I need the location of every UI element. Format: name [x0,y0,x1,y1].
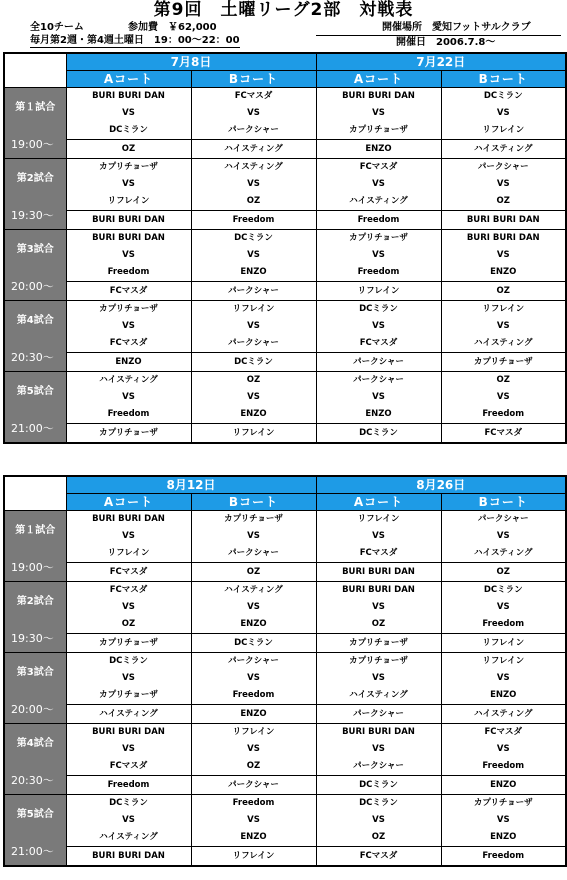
referee-team: ENZO [490,780,517,790]
home-team: FCマスダ [484,727,523,737]
referee-team: OZ [496,286,510,296]
vs-label: VS [372,602,385,612]
vs-label: VS [247,673,260,683]
home-team: ハイスティング [99,375,158,385]
home-team: BURI BURI DAN [92,514,165,524]
date-header: 7月8日 [66,53,316,71]
vs-label: VS [496,744,510,754]
match-cell [66,795,191,867]
match-slot-time: 21:00～ [11,422,54,435]
venue-info: 開催場所 愛知フットサルクラブ [382,22,531,33]
court-a-header: Aコート [66,71,191,88]
vs-label: VS [372,108,385,118]
court-b-header: Bコート [191,494,316,511]
match-cell [66,301,191,372]
vs-label: VS [247,531,260,541]
referee-team: カプリチョーザ [99,638,158,648]
vs-label: VS [372,815,385,825]
match-slot-label: 第3試合 [16,667,54,678]
away-team: パークシャー [192,122,316,140]
home-team: カプリチョーザ [473,798,533,808]
vs-label: VS [247,321,260,331]
match-cell [441,795,566,867]
away-team: パークシャー [192,335,316,353]
home-team: カプリチョーザ [99,162,158,172]
referee-team: パークシャー [228,780,279,790]
match-slot [4,582,66,653]
match-slot-time: 19:00～ [11,561,54,574]
vs-label: VS [247,108,260,118]
home-team: パークシャー [477,514,529,524]
home-team: FCマスダ [109,585,148,595]
home-team: BURI BURI DAN [342,727,415,737]
match-slot [4,230,66,301]
home-team: Freedom [232,798,275,808]
match-cell [316,88,441,159]
home-team: リフレイン [232,727,275,737]
referee-team: リフレイン [232,851,275,861]
date-header: 8月26日 [316,476,566,494]
referee-team: ハイスティング [99,709,158,719]
match-cell [441,582,566,653]
match-slot-label: 第4試合 [16,738,54,749]
away-team: OZ [317,616,441,634]
vs-label: VS [496,108,510,118]
away-team: Freedom [442,616,566,634]
home-team: DCミラン [483,91,523,101]
home-team: DCミラン [109,656,148,666]
match-cell [316,795,441,867]
home-team: BURI BURI DAN [342,91,415,101]
match-cell [66,88,191,159]
court-b-header: Bコート [441,71,566,88]
match-cell [316,372,441,444]
referee-team: OZ [121,144,136,154]
match-slot-label: 第１試合 [15,102,56,113]
match-cell [191,582,316,653]
match-slot [4,511,66,582]
match-slot-time: 20:00～ [11,280,54,293]
match-slot-time: 19:00～ [11,138,54,151]
court-b-header: Bコート [191,71,316,88]
match-slot [4,88,66,159]
vs-label: VS [496,531,510,541]
start-date-info: 開催日 2006.7.8～ [396,37,496,48]
home-team: OZ [496,375,510,385]
court-a-header: Aコート [316,494,441,511]
match-cell [316,724,441,795]
referee-team: ハイスティング [474,144,533,154]
match-cell [441,372,566,444]
away-team: ハイスティング [317,687,441,705]
match-slot-label: 第3試合 [16,244,54,255]
match-row [4,230,566,301]
match-cell [441,159,566,230]
home-team: カプリチョーザ [349,656,408,666]
vs-label: VS [496,179,510,189]
away-team: OZ [192,193,316,211]
entry-fee: 参加費 ￥62,000 [128,22,217,33]
away-team: ENZO [192,616,316,634]
away-team: OZ [67,616,191,634]
vs-label: VS [372,673,385,683]
match-slot [4,653,66,724]
match-cell [441,653,566,724]
vs-label: VS [122,179,135,189]
away-team: FCマスダ [67,335,191,353]
away-team: パークシャー [192,545,316,563]
away-team: カプリチョーザ [317,122,441,140]
match-slot [4,795,66,867]
court-a-header: Aコート [66,494,191,511]
home-team: BURI BURI DAN [342,585,415,595]
away-team: Freedom [67,406,191,424]
referee-team: BURI BURI DAN [466,215,540,225]
away-team: ハイスティング [442,335,566,353]
match-slot-label: 第１試合 [15,525,56,536]
home-team: ハイスティング [224,162,283,172]
match-cell [66,372,191,444]
away-team: FCマスダ [317,545,441,563]
home-team: リフレイン [232,304,275,314]
match-cell [441,724,566,795]
match-slot-label: 第4試合 [16,315,54,326]
home-team: FCマスダ [234,91,273,101]
vs-label: VS [247,744,260,754]
match-cell [66,653,191,724]
match-cell [316,511,441,582]
match-row [4,582,566,653]
vs-label: VS [496,321,510,331]
home-team: BURI BURI DAN [92,233,165,243]
referee-team: Freedom [357,215,400,225]
away-team: ENZO [192,264,316,282]
match-cell [191,795,316,867]
vs-label: VS [122,108,135,118]
away-team: ハイスティング [67,829,191,847]
match-slot [4,159,66,230]
match-slot-label: 第2試合 [16,596,54,607]
court-a-header: Aコート [316,71,441,88]
vs-label: VS [122,250,135,260]
vs-label: VS [372,179,385,189]
referee-team: カプリチョーザ [473,357,533,367]
home-team: BURI BURI DAN [92,727,165,737]
vs-label: VS [496,250,510,260]
match-cell [66,230,191,301]
away-team: リフレイン [67,193,191,211]
match-cell [441,511,566,582]
match-row [4,795,566,867]
match-cell [316,230,441,301]
home-team: OZ [246,375,261,385]
home-team: パークシャー [353,375,404,385]
away-team: リフレイン [67,545,191,563]
away-team: ENZO [442,687,566,705]
away-team: ENZO [192,829,316,847]
referee-team: FCマスダ [109,286,148,296]
corner-cell [4,53,66,88]
match-cell [191,301,316,372]
home-team: BURI BURI DAN [92,91,165,101]
match-cell [191,372,316,444]
referee-team: カプリチョーザ [349,638,408,648]
away-team: ハイスティング [442,545,566,563]
date-header: 8月12日 [66,476,316,494]
vs-label: VS [122,744,135,754]
vs-label: VS [496,392,510,402]
referee-team: FCマスダ [484,428,523,438]
home-team: リフレイン [357,514,400,524]
match-cell [441,230,566,301]
match-slot [4,301,66,372]
match-slot-time: 20:00～ [11,703,54,716]
home-team: DCミラン [234,233,273,243]
vs-label: VS [122,815,135,825]
match-cell [66,582,191,653]
home-team: リフレイン [482,304,525,314]
match-row [4,301,566,372]
vs-label: VS [496,673,510,683]
vs-label: VS [372,531,385,541]
referee-team: パークシャー [353,357,404,367]
referee-team: ENZO [115,357,142,367]
referee-team: BURI BURI DAN [92,851,165,861]
away-team: Freedom [442,406,566,424]
away-team: OZ [442,193,566,211]
home-team: BURI BURI DAN [466,233,540,243]
referee-team: カプリチョーザ [99,428,158,438]
away-team: ENZO [192,406,316,424]
teams-count: 全10チーム [30,22,84,33]
court-b-header: Bコート [441,494,566,511]
away-team: OZ [317,829,441,847]
vs-label: VS [247,602,260,612]
match-slot [4,724,66,795]
home-team: DCミラン [483,585,523,595]
match-cell [191,230,316,301]
vs-label: VS [247,815,260,825]
page-title: 第9回 土曜リーグ2部 対戦表 [153,0,414,20]
referee-team: Freedom [482,851,525,861]
away-team: ハイスティング [317,193,441,211]
match-cell [316,582,441,653]
vs-label: VS [247,250,260,260]
referee-team: ハイスティング [474,709,533,719]
away-team: DCミラン [67,122,191,140]
referee-team: OZ [246,567,261,577]
match-row [4,88,566,159]
match-slot-time: 19:30～ [11,209,54,222]
match-slot-label: 第5試合 [16,809,54,820]
match-cell [66,724,191,795]
away-team: OZ [192,758,316,776]
vs-label: VS [372,250,385,260]
referee-team: DCミラン [234,357,273,367]
header-underline [316,35,561,36]
referee-team: FCマスダ [109,567,148,577]
home-team: カプリチョーザ [99,304,158,314]
match-cell [66,511,191,582]
vs-label: VS [122,531,135,541]
match-cell [441,88,566,159]
referee-team: パークシャー [353,709,404,719]
away-team: ENZO [317,406,441,424]
schedule-table-july [3,52,567,444]
referee-team: リフレイン [357,286,400,296]
home-team: パークシャー [477,162,529,172]
home-team: カプリチョーザ [349,233,408,243]
match-slot [4,372,66,444]
home-team: カプリチョーザ [224,514,283,524]
away-team: リフレイン [442,122,566,140]
vs-label: VS [122,602,135,612]
referee-team: BURI BURI DAN [92,215,165,225]
match-row [4,511,566,582]
match-cell [441,301,566,372]
match-cell [191,511,316,582]
match-cell [316,653,441,724]
home-team: FCマスダ [359,162,398,172]
match-row [4,372,566,444]
away-team: ENZO [442,264,566,282]
away-team: パークシャー [317,758,441,776]
match-slot-label: 第5試合 [16,386,54,397]
match-slot-time: 20:30～ [11,351,54,364]
vs-label: VS [496,815,510,825]
referee-team: FCマスダ [359,851,398,861]
home-team: DCミラン [359,304,398,314]
corner-cell [4,476,66,511]
referee-team: Freedom [107,780,150,790]
referee-team: リフレイン [232,428,275,438]
referee-team: ENZO [365,144,392,154]
home-team: ハイスティング [224,585,283,595]
home-team: DCミラン [359,798,398,808]
match-row [4,724,566,795]
vs-label: VS [372,392,385,402]
away-team: Freedom [192,687,316,705]
away-team: Freedom [317,264,441,282]
match-cell [191,88,316,159]
referee-team: Freedom [232,215,275,225]
home-team: リフレイン [482,656,525,666]
referee-team: DCミラン [359,428,398,438]
vs-label: VS [122,673,135,683]
away-team: ENZO [442,829,566,847]
match-cell [191,724,316,795]
vs-label: VS [372,321,385,331]
match-cell [316,301,441,372]
match-slot-time: 19:30～ [11,632,54,645]
away-team: Freedom [67,264,191,282]
referee-team: パークシャー [228,286,279,296]
away-team: FCマスダ [317,335,441,353]
match-slot-time: 21:00～ [11,845,54,858]
vs-label: VS [247,179,260,189]
referee-team: リフレイン [482,638,525,648]
match-cell [191,159,316,230]
referee-team: DCミラン [359,780,398,790]
vs-label: VS [122,321,135,331]
date-header: 7月22日 [316,53,566,71]
referee-team: OZ [496,567,510,577]
referee-team: ハイスティング [224,144,283,154]
referee-team: ENZO [240,709,267,719]
referee-team: DCミラン [234,638,273,648]
match-slot-time: 20:30～ [11,774,54,787]
match-cell [66,159,191,230]
match-cell [316,159,441,230]
vs-label: VS [122,392,135,402]
match-cell [191,653,316,724]
away-team: Freedom [442,758,566,776]
match-slot-label: 第2試合 [16,173,54,184]
away-team: FCマスダ [67,758,191,776]
away-team: カプリチョーザ [67,687,191,705]
vs-label: VS [247,392,260,402]
vs-label: VS [372,744,385,754]
home-team: DCミラン [109,798,148,808]
referee-team: BURI BURI DAN [342,567,415,577]
schedule-table-august [3,475,567,867]
home-team: パークシャー [228,656,279,666]
vs-label: VS [496,602,510,612]
schedule-info: 毎月第2週・第4週土曜日 19：00～22：00 [30,35,240,46]
match-row [4,159,566,230]
match-row [4,653,566,724]
